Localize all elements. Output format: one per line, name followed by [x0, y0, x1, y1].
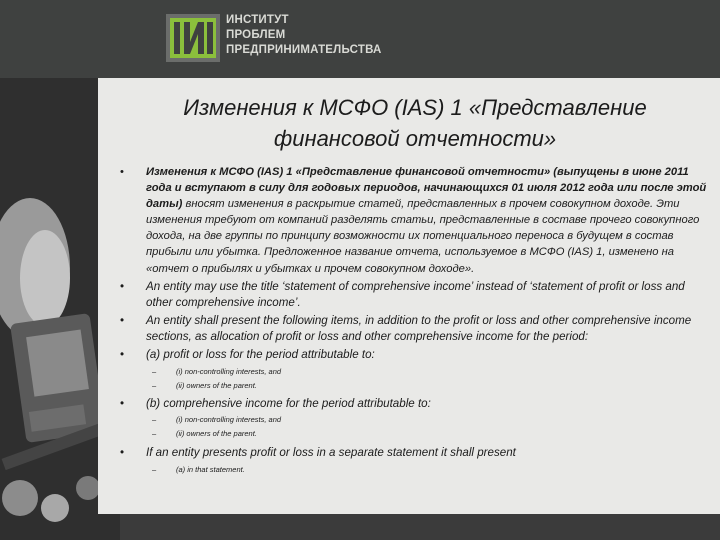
- sub-list-item: [112, 380, 712, 391]
- list-item-bold-text: Изменения к МСФО (IAS) 1 «Представление финансовой отчетности» (выпущены в июне 2011 года и вступают в силу для годовых периодов, начинающихся 01 июля 2012 года или после этой даты): [146, 166, 707, 211]
- bullet-icon: •: [120, 445, 125, 459]
- bullet-icon: •: [120, 166, 124, 178]
- logo-line-3: ПРЕДПРИНИМАТЕЛЬСТВА: [226, 44, 382, 56]
- sub-list-item-text: (i) non-controlling interests, and: [176, 414, 282, 424]
- list-item-text: An entity may use the title ‘statement of comprehensive income’ instead of ‘statement of profit or loss and other comprehensive income’.: [146, 279, 685, 309]
- list-item-text: (a) profit or loss for the period attributable to:: [146, 348, 375, 362]
- sub-list-item: [112, 428, 712, 439]
- dash-icon: –: [152, 414, 157, 424]
- list-item: [112, 279, 712, 311]
- list-item: [112, 313, 712, 345]
- sub-list-item: [112, 464, 712, 475]
- slide-title: Изменения к МСФО (IAS) 1 «Представление финансовой отчетности»: [183, 95, 647, 151]
- sub-list-item-text: (i) non-controlling interests, and: [176, 366, 282, 376]
- sub-list-item: [112, 366, 712, 377]
- list-item-text: (b) comprehensive income for the period attributable to:: [146, 396, 431, 410]
- sub-list-item-text: (ii) owners of the parent.: [176, 428, 257, 438]
- dash-icon: –: [152, 428, 157, 438]
- list-item-text: An entity shall present the following items, in addition to the profit or loss and other comprehensive income sections, as allocation of profit or loss and other comprehensive income for the period:: [146, 314, 692, 344]
- bullet-icon: •: [120, 396, 125, 410]
- sub-list-item-text: (a) in that statement.: [176, 465, 245, 475]
- list-item: [112, 164, 712, 277]
- list-item-text: If an entity presents profit or loss in a separate statement it shall present: [146, 445, 516, 459]
- list-item: [112, 347, 712, 363]
- logo-line-2: ПРОБЛЕМ: [226, 29, 286, 41]
- dash-icon: –: [152, 380, 157, 390]
- list-item: [112, 445, 712, 461]
- bullet-icon: •: [120, 348, 125, 362]
- dash-icon: –: [152, 366, 157, 376]
- slide-content: [112, 164, 712, 475]
- sub-list-item: [112, 414, 712, 425]
- institute-logo-icon: [166, 14, 220, 62]
- list-item: [112, 396, 712, 412]
- institute-logo-text: [226, 13, 382, 58]
- logo-line-1: ИНСТИТУТ: [226, 14, 289, 26]
- sub-list-item-text: (ii) owners of the parent.: [176, 380, 257, 390]
- bullet-icon: •: [120, 314, 125, 328]
- dash-icon: –: [152, 465, 157, 475]
- list-item-text: вносят изменения в раскрытие статей, представленных в прочем совокупном доходе. Эти изменения требуют от компаний разделять статьи, представленные в составе прочего совокупного дохода, на две группы по принципу возможности их потенциального переноса в будущем в состав прибыли или убытка. Предложенное название отчета, используемое в МСФО (IAS) 1, изменено на «отчет о прибылях и убытках и прочем совокупном доходе».: [146, 198, 700, 275]
- bullet-icon: •: [120, 279, 125, 293]
